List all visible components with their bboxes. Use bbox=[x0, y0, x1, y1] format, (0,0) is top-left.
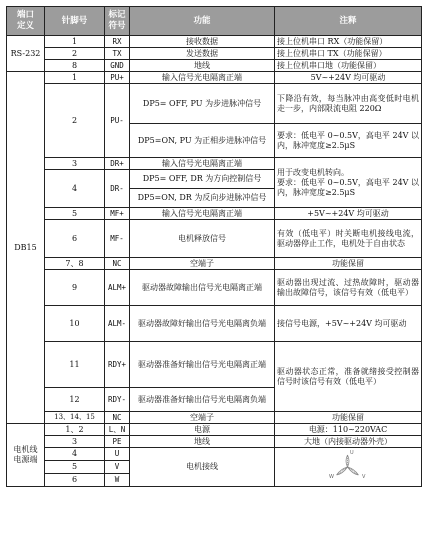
note: 功能保留 bbox=[275, 258, 422, 270]
header-port bbox=[7, 7, 45, 36]
pin: 4 bbox=[45, 448, 105, 461]
pin: 8 bbox=[45, 60, 105, 72]
function: 输入信号光电隔离正端 bbox=[130, 208, 275, 220]
function: 电机释放信号 bbox=[130, 220, 275, 258]
note: 电源：110~220VAC bbox=[275, 424, 422, 436]
header-function: 功能 bbox=[130, 7, 275, 36]
table-header-row bbox=[7, 7, 422, 36]
function: 驱动器准备好输出信号光电隔离正端 bbox=[130, 342, 275, 388]
table-row bbox=[7, 270, 422, 306]
symbol: PE bbox=[105, 436, 130, 448]
header-symbol-line2: 符号 bbox=[108, 21, 126, 31]
note: 驱动器出现过流、过热故障时，驱动器输出故障信号，该信号有效（低电平） bbox=[275, 270, 422, 306]
symbol: NC bbox=[105, 258, 130, 270]
pin: 11 bbox=[45, 342, 105, 388]
pin: 7、8 bbox=[45, 258, 105, 270]
table-row bbox=[7, 436, 422, 448]
note-line: 用于改变电机转向。 bbox=[277, 167, 349, 177]
function: 发送数据 bbox=[130, 48, 275, 60]
pin: 6 bbox=[45, 474, 105, 487]
pin: 2 bbox=[45, 84, 105, 158]
header-port-line2: 定义 bbox=[16, 21, 34, 31]
pin: 5 bbox=[45, 461, 105, 474]
symbol: DR- bbox=[105, 170, 130, 208]
port-line: 电机线 bbox=[13, 445, 38, 454]
function: 驱动器故障输出信号光电隔离正端 bbox=[130, 270, 275, 306]
symbol: GND bbox=[105, 60, 130, 72]
pin: 10 bbox=[45, 306, 105, 342]
table-row bbox=[7, 36, 422, 48]
note: 接上位机串口 RX（功能保留） bbox=[275, 36, 422, 48]
header-pin: 针脚号 bbox=[45, 7, 105, 36]
note: 接上位机串口地（功能保留） bbox=[275, 60, 422, 72]
table-row bbox=[7, 424, 422, 436]
motor-diagram bbox=[275, 450, 421, 484]
function: DP5= OFF, DR 为方向控制信号 bbox=[130, 170, 275, 189]
note: 5V~+24V 均可驱动 bbox=[275, 72, 422, 84]
motor-wiring-diagram bbox=[275, 448, 422, 487]
symbol: RX bbox=[105, 36, 130, 48]
function: 输入信号光电隔离正端 bbox=[130, 158, 275, 170]
function: 电源 bbox=[130, 424, 275, 436]
function: 驱动器故障好输出信号光电隔离负端 bbox=[130, 306, 275, 342]
function: 电机接线 bbox=[130, 448, 275, 487]
pin: 1 bbox=[45, 72, 105, 84]
table-row bbox=[7, 84, 422, 124]
port-db15: DB15 bbox=[7, 72, 45, 424]
table-row bbox=[7, 306, 422, 342]
function: 空端子 bbox=[130, 412, 275, 424]
symbol: ALM- bbox=[105, 306, 130, 342]
document-page bbox=[6, 6, 421, 487]
symbol: ALM+ bbox=[105, 270, 130, 306]
pin: 12 bbox=[45, 388, 105, 412]
note: 有效（低电平）时关断电机接线电流，驱动器停止工作，电机处于自由状态 bbox=[275, 220, 422, 258]
symbol: PU+ bbox=[105, 72, 130, 84]
symbol: W bbox=[105, 474, 130, 487]
symbol: RDY+ bbox=[105, 342, 130, 388]
table-row bbox=[7, 448, 422, 461]
pin: 2 bbox=[45, 48, 105, 60]
table-row bbox=[7, 208, 422, 220]
port-motor-power bbox=[7, 424, 45, 487]
symbol: MF- bbox=[105, 220, 130, 258]
note: +5V~+24V 均可驱动 bbox=[275, 208, 422, 220]
header-symbol bbox=[105, 7, 130, 36]
note bbox=[275, 158, 422, 208]
port-line: 电源端 bbox=[13, 455, 38, 464]
symbol: DR+ bbox=[105, 158, 130, 170]
symbol: MF+ bbox=[105, 208, 130, 220]
function: DP5=ON, PU 为正相步进脉冲信号 bbox=[130, 124, 275, 158]
motor-label-w: W bbox=[329, 474, 334, 480]
symbol: RDY- bbox=[105, 388, 130, 412]
pin: 4 bbox=[45, 170, 105, 208]
note: 下降沿有效，每当脉冲由高变低时电机走一步，内部限流电阻 220Ω bbox=[275, 84, 422, 124]
function: 空端子 bbox=[130, 258, 275, 270]
function: DP5= OFF, PU 为步进脉冲信号 bbox=[130, 84, 275, 124]
note: 要求：低电平 0~0.5V，高电平 24V 以内，脉冲宽度≥2.5μS bbox=[275, 124, 422, 158]
pin: 1 bbox=[45, 36, 105, 48]
symbol: V bbox=[105, 461, 130, 474]
table-row bbox=[7, 158, 422, 170]
table-row bbox=[7, 258, 422, 270]
pin: 13、14、15 bbox=[45, 412, 105, 424]
symbol: NC bbox=[105, 412, 130, 424]
table-row bbox=[7, 72, 422, 84]
function: 驱动器准备好输出信号光电隔离负端 bbox=[130, 388, 275, 412]
function: 接收数据 bbox=[130, 36, 275, 48]
function: 地线 bbox=[130, 436, 275, 448]
note: 大地（内接驱动器外壳） bbox=[275, 436, 422, 448]
motor-label-v: V bbox=[362, 474, 366, 480]
pin: 3 bbox=[45, 436, 105, 448]
note: 接上位机串口 TX（功能保留） bbox=[275, 48, 422, 60]
note-line: 要求：低电平 0~0.5V，高电平 24V 以内，脉冲宽度≥2.5μS bbox=[277, 177, 419, 197]
symbol: L、N bbox=[105, 424, 130, 436]
pin: 9 bbox=[45, 270, 105, 306]
note: 功能保留 bbox=[275, 412, 422, 424]
header-note: 注释 bbox=[275, 7, 422, 36]
motor-label-u: U bbox=[350, 450, 354, 456]
table-row bbox=[7, 220, 422, 258]
table-row bbox=[7, 342, 422, 388]
pin-definition-table bbox=[6, 6, 422, 487]
pin: 3 bbox=[45, 158, 105, 170]
motor-coil-icon bbox=[275, 450, 421, 484]
pin: 5 bbox=[45, 208, 105, 220]
header-symbol-line1: 标记 bbox=[108, 10, 126, 21]
function: DP5=ON, DR 为反向步进脉冲信号 bbox=[130, 189, 275, 208]
symbol: U bbox=[105, 448, 130, 461]
symbol: TX bbox=[105, 48, 130, 60]
function: 地线 bbox=[130, 60, 275, 72]
table-row bbox=[7, 48, 422, 60]
table-row bbox=[7, 60, 422, 72]
symbol: PU- bbox=[105, 84, 130, 158]
function: 输入信号光电隔离正端 bbox=[130, 72, 275, 84]
pin: 1、2 bbox=[45, 424, 105, 436]
port-rs232: RS-232 bbox=[7, 36, 45, 72]
header-port-line1: 端口 bbox=[16, 10, 34, 21]
note: 接信号电源，+5V~+24V 均可驱动 bbox=[275, 306, 422, 342]
note: 驱动器状态正常，准备就绪接受控制器信号时该信号有效（低电平） bbox=[275, 342, 422, 412]
pin: 6 bbox=[45, 220, 105, 258]
table-row bbox=[7, 412, 422, 424]
